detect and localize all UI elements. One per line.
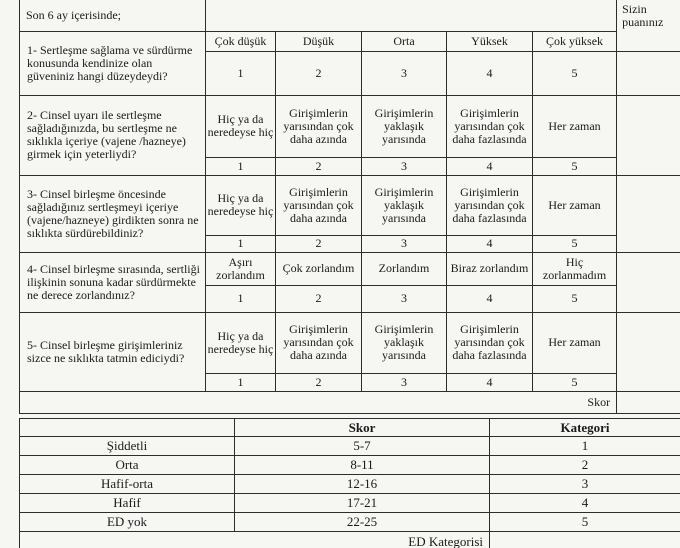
scoring-row-range: 12-16 xyxy=(235,475,490,494)
scoring-row-range: 5-7 xyxy=(235,437,490,456)
question-3-score-cell[interactable] xyxy=(617,175,680,252)
question-1-number-1[interactable]: 1 xyxy=(206,51,276,95)
question-1-option-4[interactable]: Yüksek xyxy=(447,31,533,51)
question-3-number-3[interactable]: 3 xyxy=(362,235,447,252)
question-5-option-3[interactable]: Girişimlerin yaklaşık yarısında xyxy=(362,312,447,373)
question-2-number-3[interactable]: 3 xyxy=(362,157,447,175)
question-2-option-5[interactable]: Her zaman xyxy=(533,95,617,157)
question-4-option-1[interactable]: Aşırı zorlandım xyxy=(206,252,276,285)
question-2-number-2[interactable]: 2 xyxy=(276,157,362,175)
ed-category-label: ED Kategorisi xyxy=(20,532,490,548)
ed-scoring-table xyxy=(19,418,680,548)
question-4-option-2[interactable]: Çok zorlandım xyxy=(276,252,362,285)
question-4-option-5[interactable]: Hiç zorlanmadım xyxy=(533,252,617,285)
question-4-number-3[interactable]: 3 xyxy=(362,285,447,312)
question-2-option-3[interactable]: Girişimlerin yaklaşık yarısında xyxy=(362,95,447,157)
survey-total-row xyxy=(20,391,680,413)
scoring-header-category: Kategori xyxy=(490,419,680,437)
question-1-options-row xyxy=(20,31,680,51)
survey-title: Son 6 ay içerisinde; xyxy=(20,0,206,31)
question-2-option-2[interactable]: Girişimlerin yarısından çok daha azında xyxy=(276,95,362,157)
question-5-option-4[interactable]: Girişimlerin yarısından çok daha fazlasında xyxy=(447,312,533,373)
question-4-text: 4- Cinsel birleşme sırasında, sertliği ilişkinin sonuna kadar sürdürmekte ne derece zorlandınız? xyxy=(20,252,206,312)
question-2-option-4[interactable]: Girişimlerin yarısından çok daha fazlasında xyxy=(447,95,533,157)
scoring-row xyxy=(20,456,680,475)
question-1-number-2[interactable]: 2 xyxy=(276,51,362,95)
question-4-options-row xyxy=(20,252,680,285)
scoring-row xyxy=(20,494,680,513)
question-4-number-2[interactable]: 2 xyxy=(276,285,362,312)
question-4-number-4[interactable]: 4 xyxy=(447,285,533,312)
scoring-row-range: 8-11 xyxy=(235,456,490,475)
score-column-header: Sizin puanınız xyxy=(617,0,680,51)
question-5-text: 5- Cinsel birleşme girişimleriniz sizce ne sıklıkta tatmin ediciydi? xyxy=(20,312,206,391)
survey-header-row xyxy=(20,0,680,31)
question-1-score-cell[interactable] xyxy=(617,51,680,95)
question-2-options-row xyxy=(20,95,680,157)
scoring-header-score: Skor xyxy=(235,419,490,437)
scoring-row-label: Hafif xyxy=(20,494,235,513)
question-1-option-3[interactable]: Orta xyxy=(362,31,447,51)
question-3-number-2[interactable]: 2 xyxy=(276,235,362,252)
question-5-option-5[interactable]: Her zaman xyxy=(533,312,617,373)
question-2-text: 2- Cinsel uyarı ile sertleşme sağladığınızda, bu sertleşme ne sıklıkla içeriye (vajene /hazneye) girmek için yeterliydi? xyxy=(20,95,206,175)
question-1-number-5[interactable]: 5 xyxy=(533,51,617,95)
question-3-option-3[interactable]: Girişimlerin yaklaşık yarısında xyxy=(362,175,447,235)
question-1-option-1[interactable]: Çok düşük xyxy=(206,31,276,51)
question-5-number-3[interactable]: 3 xyxy=(362,373,447,391)
question-1-number-3[interactable]: 3 xyxy=(362,51,447,95)
question-1-option-5[interactable]: Çok yüksek xyxy=(533,31,617,51)
question-2-option-1[interactable]: Hiç ya da neredeyse hiç xyxy=(206,95,276,157)
question-5-number-4[interactable]: 4 xyxy=(447,373,533,391)
iief-survey-table xyxy=(19,0,680,414)
scoring-row-category: 4 xyxy=(490,494,680,513)
scoring-row-category: 3 xyxy=(490,475,680,494)
question-3-option-5[interactable]: Her zaman xyxy=(533,175,617,235)
question-2-number-4[interactable]: 4 xyxy=(447,157,533,175)
question-5-number-5[interactable]: 5 xyxy=(533,373,617,391)
scoring-row-category: 2 xyxy=(490,456,680,475)
question-2-score-cell[interactable] xyxy=(617,95,680,175)
scoring-footer-row xyxy=(20,532,680,548)
question-4-option-4[interactable]: Biraz zorlandım xyxy=(447,252,533,285)
scoring-row-category: 5 xyxy=(490,513,680,532)
question-5-option-1[interactable]: Hiç ya da neredeyse hiç xyxy=(206,312,276,373)
scoring-row-label: Hafif-orta xyxy=(20,475,235,494)
scoring-header-row xyxy=(20,419,680,437)
question-5-options-row xyxy=(20,312,680,373)
scoring-row-label: Şiddetli xyxy=(20,437,235,456)
question-4-option-3[interactable]: Zorlandım xyxy=(362,252,447,285)
question-3-number-4[interactable]: 4 xyxy=(447,235,533,252)
question-4-number-1[interactable]: 1 xyxy=(206,285,276,312)
question-3-option-2[interactable]: Girişimlerin yarısından çok daha azında xyxy=(276,175,362,235)
scoring-row-range: 17-21 xyxy=(235,494,490,513)
scoring-row-label: ED yok xyxy=(20,513,235,532)
scoring-row-range: 22-25 xyxy=(235,513,490,532)
scoring-row xyxy=(20,475,680,494)
question-5-number-1[interactable]: 1 xyxy=(206,373,276,391)
question-3-option-4[interactable]: Girişimlerin yarısından çok daha fazlasında xyxy=(447,175,533,235)
scoring-header-blank xyxy=(20,419,235,437)
question-2-number-1[interactable]: 1 xyxy=(206,157,276,175)
question-3-options-row xyxy=(20,175,680,235)
scoring-row-label: Orta xyxy=(20,456,235,475)
total-score-cell[interactable] xyxy=(617,391,680,413)
scoring-row xyxy=(20,513,680,532)
question-1-text: 1- Sertleşme sağlama ve sürdürme konusunda kendinize olan güveniniz hangi düzeydeydi? xyxy=(20,31,206,95)
question-5-number-2[interactable]: 2 xyxy=(276,373,362,391)
header-blank xyxy=(206,0,617,31)
question-3-number-5[interactable]: 5 xyxy=(533,235,617,252)
question-3-number-1[interactable]: 1 xyxy=(206,235,276,252)
scoring-row-category: 1 xyxy=(490,437,680,456)
question-1-number-4[interactable]: 4 xyxy=(447,51,533,95)
question-5-score-cell[interactable] xyxy=(617,312,680,391)
total-score-label: Skor xyxy=(20,391,617,413)
question-4-number-5[interactable]: 5 xyxy=(533,285,617,312)
ed-category-cell[interactable] xyxy=(490,532,680,548)
question-4-score-cell[interactable] xyxy=(617,252,680,312)
question-2-number-5[interactable]: 5 xyxy=(533,157,617,175)
question-3-option-1[interactable]: Hiç ya da neredeyse hiç xyxy=(206,175,276,235)
question-1-option-2[interactable]: Düşük xyxy=(276,31,362,51)
scoring-row xyxy=(20,437,680,456)
question-5-option-2[interactable]: Girişimlerin yarısından çok daha azında xyxy=(276,312,362,373)
question-3-text: 3- Cinsel birleşme öncesinde sağladığınız sertleşmeyi içeriye (vajene/hazneye) girdikten sonra ne sıklıkta sürdürebildiniz? xyxy=(20,175,206,252)
